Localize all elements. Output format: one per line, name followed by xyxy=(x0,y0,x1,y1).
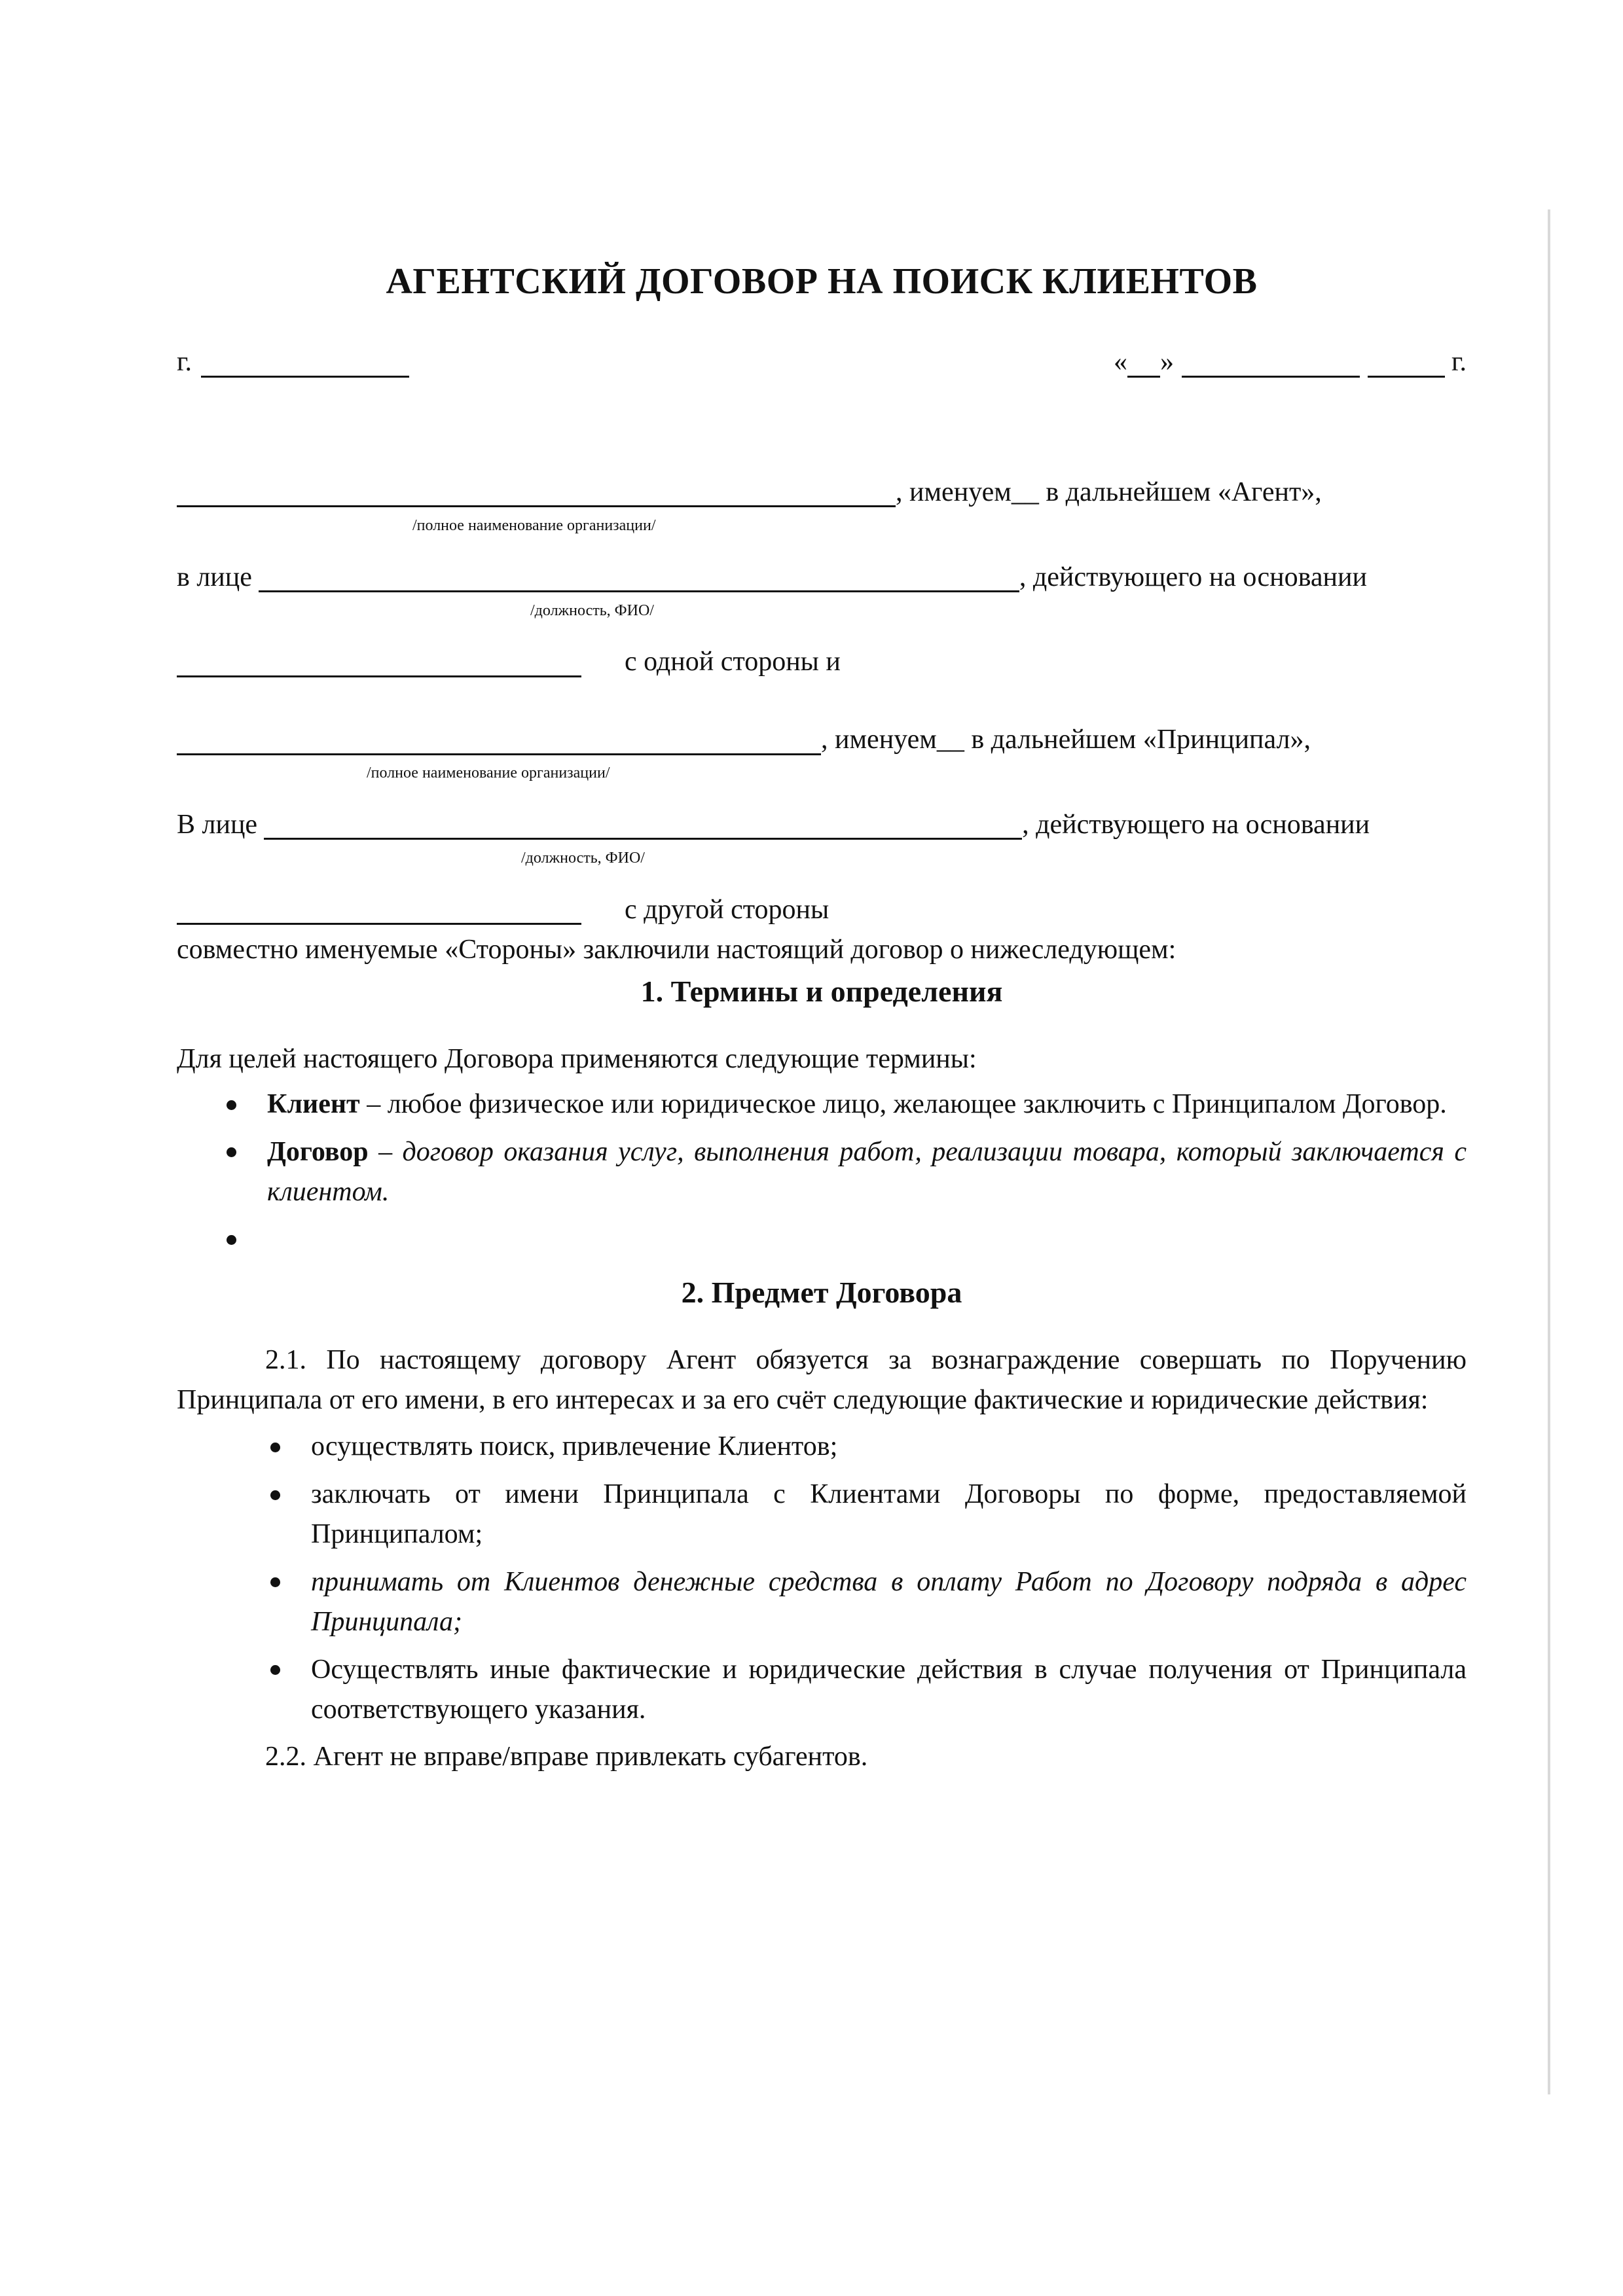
agent-basis-blank xyxy=(177,647,581,677)
agent-rep-caption: /должность, ФИО/ xyxy=(530,601,654,619)
agent-org-caption: /полное наименование организации/ xyxy=(412,516,656,534)
principal-basis-blank xyxy=(177,894,581,925)
principal-named-text: , именуем__ в дальнейшем «Принципал», xyxy=(821,725,1311,755)
principal-rep-block xyxy=(177,805,1467,868)
action-item: заключать от имени Принципала с Клиентами Договоры по форме, предоставляемой Принципалом; xyxy=(311,1475,1467,1554)
principal-org-line xyxy=(177,720,1467,760)
action-item: принимать от Клиентов денежные средства в оплату Работ по Договору подряда в адрес Принципала; xyxy=(311,1562,1467,1642)
document-title: АГЕНТСКИЙ ДОГОВОР НА ПОИСК КЛИЕНТОВ xyxy=(386,261,1258,302)
action-item: осуществлять поиск, привлечение Клиентов; xyxy=(311,1427,1467,1467)
term-item xyxy=(267,1132,1467,1212)
clause-2-2: 2.2. Агент не вправе/вправе привлекать субагентов. xyxy=(265,1742,868,1772)
terms-list xyxy=(177,1085,1467,1259)
date-close-quote: » xyxy=(1160,347,1174,378)
agent-named-text: , именуем__ в дальнейшем «Агент», xyxy=(896,477,1322,508)
term-client-definition: – любое физическое или юридическое лицо, желающее заключить с Принципалом Договор. xyxy=(359,1089,1447,1120)
agent-represented-label: в лице xyxy=(177,562,252,592)
document-content xyxy=(177,255,1467,1777)
one-side-text: с одной стороны и xyxy=(625,647,841,677)
principal-rep-blank xyxy=(264,809,1022,840)
principal-org-blank xyxy=(177,725,821,755)
agent-org-blank xyxy=(177,476,896,507)
terms-lead: Для целей настоящего Договора применяются следующие термины: xyxy=(177,1044,977,1075)
agent-rep-block xyxy=(177,558,1467,620)
agent-basis-line xyxy=(177,642,1467,682)
section-1-title: 1. Термины и определения xyxy=(640,974,1003,1008)
other-side-text: с другой стороны xyxy=(625,894,830,925)
month-blank xyxy=(1182,346,1360,377)
agent-org-block xyxy=(177,473,1467,535)
principal-basis-line xyxy=(177,890,1467,930)
year-blank xyxy=(1368,346,1445,377)
term-contract-definition: – договор оказания услуг, выполнения работ, реализации товара, который заключается с клиентом. xyxy=(267,1136,1467,1207)
principal-org-block xyxy=(177,720,1467,783)
day-blank xyxy=(1127,346,1160,377)
city-blank xyxy=(201,346,409,377)
date-field xyxy=(1114,342,1467,382)
principal-represented-label: В лице xyxy=(177,810,258,840)
page-edge-rule xyxy=(1548,209,1550,2094)
principal-rep-caption: /должность, ФИО/ xyxy=(521,849,645,867)
term-item-empty xyxy=(267,1220,1467,1259)
date-open-quote: « xyxy=(1114,347,1127,378)
city-date-row xyxy=(177,342,1467,382)
agent-rep-blank xyxy=(259,562,1019,592)
city-field xyxy=(177,342,409,382)
year-suffix: г. xyxy=(1451,347,1467,378)
principal-acting-basis: , действующего на основании xyxy=(1022,810,1370,840)
section-2 xyxy=(177,1271,1467,1778)
section-2-title: 2. Предмет Договора xyxy=(681,1275,962,1309)
agent-org-line xyxy=(177,473,1467,512)
contract-intro: совместно именуемые «Стороны» заключили настоящий договор о нижеследующем: xyxy=(177,934,1176,965)
term-item xyxy=(267,1085,1467,1124)
city-prefix: г. xyxy=(177,347,192,378)
principal-rep-line xyxy=(177,805,1467,845)
principal-org-caption: /полное наименование организации/ xyxy=(367,764,610,782)
clause-2-1: 2.1. По настоящему договору Агент обязуется за вознаграждение совершать по Поручению Принципала от его имени, в его интересах и за его счёт следующие фактические и юридические действия: xyxy=(177,1345,1467,1416)
agent-acting-basis: , действующего на основании xyxy=(1019,562,1367,592)
term-client-name: Клиент xyxy=(267,1089,360,1120)
agent-rep-line xyxy=(177,558,1467,598)
agent-actions-list xyxy=(177,1427,1467,1729)
term-contract-name: Договор xyxy=(267,1136,369,1167)
action-item: Осуществлять иные фактические и юридические действия в случае получения от Принципала соответствующего указания. xyxy=(311,1650,1467,1730)
